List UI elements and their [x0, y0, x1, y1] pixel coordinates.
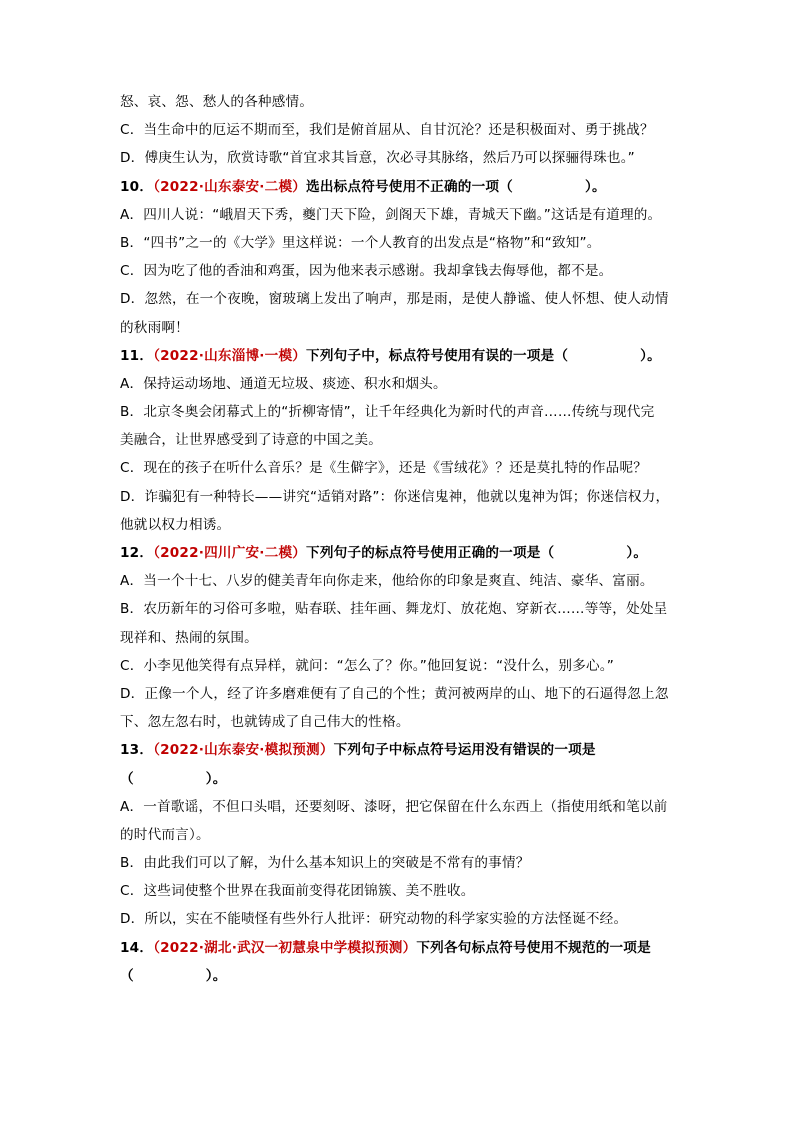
text-line: 的时代而言）。	[120, 826, 210, 843]
question-number: 10．	[120, 178, 154, 195]
question-stem-end: ）。	[626, 545, 648, 561]
text-line: B．农历新年的习俗可多啦，贴春联、挂年画、舞龙灯、放花炮、穿新衣……等等，处处呈	[120, 601, 668, 618]
text-line: D．所以，实在不能啧怪有些外行人批评：研究动物的科学家实验的方法怪诞不经。	[120, 911, 628, 928]
question-number: 14．	[120, 939, 154, 956]
question-stem-end: ）。	[584, 178, 606, 195]
paren-close: ）。	[205, 967, 227, 984]
text-line: C．这些词使整个世界在我面前变得花团锦簇、美不胜收。	[120, 883, 475, 900]
question-heading	[120, 346, 665, 366]
text-line: A．四川人说：“峨眉天下秀，夔门天下险，剑阁天下雄，青城天下幽。”这话是有道理的。	[120, 206, 662, 223]
question-source: （2022·山东泰安·模拟预测）	[153, 742, 334, 759]
question-source: （2022·湖北·武汉一初慧泉中学模拟预测）	[153, 939, 417, 956]
question-stem-end: ）。	[640, 347, 661, 364]
question-heading	[120, 543, 665, 563]
question-heading	[120, 740, 665, 760]
text-line: C．小李见他笑得有点异样，就问：“怎么了？你。”他回复说：“没什么，别多心。”	[120, 657, 615, 674]
text-line: B．北京冬奥会闭幕式上的“折柳寄情”，让千年经典化为新时代的声音……传统与现代完	[120, 404, 655, 421]
question-stem: 下列句子中，标点符号使用有误的一项是（	[306, 347, 569, 364]
paren-open: （	[120, 770, 134, 787]
text-line: 他就以权力相诱。	[120, 516, 231, 533]
text-line: B．由此我们可以了解，为什么基本知识上的突破是不常有的事情？	[120, 855, 530, 872]
text-line: D．正像一个人，经了许多磨难便有了自己的个性；黄河被两岸的山、地下的石逼得忽上忽	[120, 685, 669, 702]
text-line: 现祥和、热闹的氛围。	[120, 629, 258, 646]
question-source: （2022·山东泰安·二模）	[153, 178, 307, 195]
question-stem: 下列各句标点符号使用不规范的一项是	[416, 939, 651, 956]
text-line: 美融合，让世界感受到了诗意的中国之美。	[120, 432, 383, 449]
text-line: C．因为吃了他的香油和鸡蛋，因为他来表示感谢。我却拿钱去侮辱他，都不是。	[120, 263, 613, 280]
paren-close: ）。	[205, 770, 227, 787]
text-line: B．“四书”之一的《大学》里这样说：一个人教育的出发点是“格物”和“致知”。	[120, 234, 601, 251]
text-line: D．诈骗犯有一种特长——讲究“适销对路”：你迷信鬼神，他就以鬼神为饵；你迷信权力，	[120, 488, 670, 505]
text-line: A．一首歌谣，不但口头唱，还要刻呀、漆呀，把它保留在什么东西上（指使用纸和笔以前	[120, 798, 668, 815]
question-number: 12．	[120, 545, 154, 561]
question-number: 11．	[120, 347, 154, 364]
answer-parentheses	[120, 769, 665, 789]
question-content	[120, 92, 670, 994]
text-line: A．保持运动场地、通道无垃圾、痰迹、积水和烟头。	[120, 375, 447, 392]
question-source: （2022·四川广安·二模）	[153, 545, 307, 561]
text-line: C．现在的孩子在听什么音乐？是《生僻字》，还是《雪绒花》？还是莫扎特的作品呢？	[120, 460, 648, 477]
text-line: D．忽然，在一个夜晚，窗玻璃上发出了响声，那是雨，是使人静谧、使人怀想、使人动情	[120, 291, 669, 308]
question-source: （2022·山东淄博·一模）	[153, 347, 307, 364]
question-heading	[120, 177, 665, 197]
question-heading	[120, 938, 665, 958]
question-stem: 下列句子中标点符号运用没有错误的一项是	[333, 742, 596, 759]
text-line: 下、忽左忽右时，也就铸成了自己伟大的性格。	[120, 714, 410, 731]
text-line: C．当生命中的厄运不期而至，我们是俯首屈从、自甘沉沦？还是积极面对、勇于挑战？	[120, 122, 654, 139]
question-number: 13．	[120, 742, 154, 759]
text-line: D．傅庚生认为，欣赏诗歌“首宜求其旨意，次必寻其脉络，然后乃可以探骊得珠也。”	[120, 150, 635, 167]
paren-open: （	[120, 967, 134, 984]
question-stem: 选出标点符号使用不正确的一项（	[306, 178, 513, 195]
text-line: 怒、哀、怨、愁人的各种感情。	[120, 94, 314, 110]
question-stem: 下列句子的标点符号使用正确的一项是（	[306, 545, 555, 561]
text-line: A．当一个十七、八岁的健美青年向你走来，他给你的印象是爽直、纯洁、豪华、富丽。	[120, 573, 654, 590]
text-line: 的秋雨啊！	[120, 319, 189, 336]
answer-parentheses	[120, 966, 665, 986]
